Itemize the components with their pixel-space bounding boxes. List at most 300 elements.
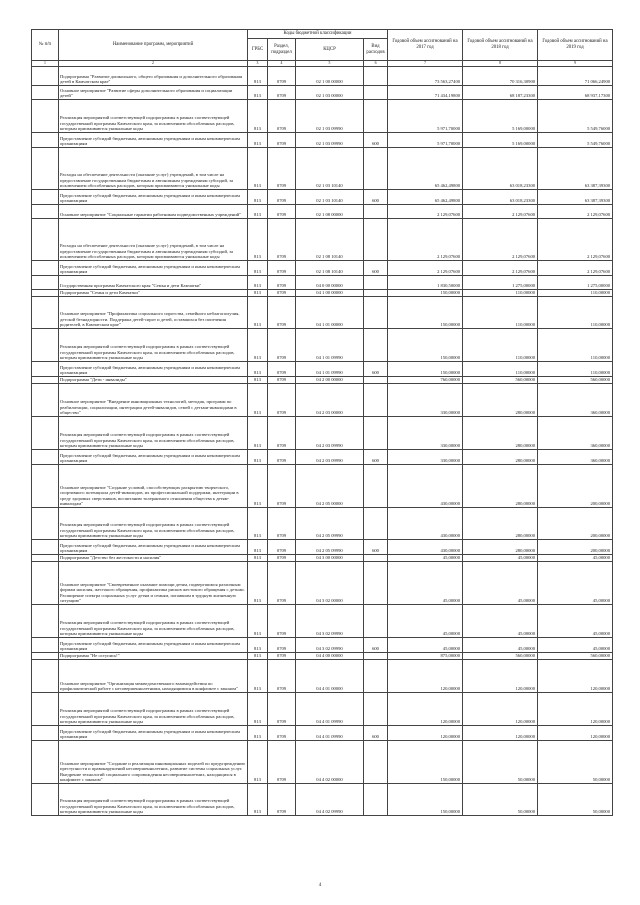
item-name-cell: Основное мероприятие "Развитие сферы дополнительного образования и социализации детей" <box>59 86 248 100</box>
header-2019: Годовой объем ассигнований на 2019 год <box>538 30 613 61</box>
item-name-cell: Государственная программа Камчатского края "Семья и дети Камчатки" <box>59 276 248 290</box>
row-number-cell <box>32 148 59 190</box>
amount-2018-cell: 70 316,30900 <box>463 67 538 86</box>
amount-2017-cell: 120,00000 <box>388 693 463 726</box>
item-name-cell: Предоставление субсидий бюджетным, автономным учреждениям и иным некоммерческим организациям <box>59 450 248 465</box>
budget-table <box>31 29 613 816</box>
grbs-cell: 813 <box>248 726 268 741</box>
csr-cell: 04 3 02 09990 <box>296 638 364 653</box>
amount-2019-cell: 120,00000 <box>538 693 613 726</box>
amount-2018-cell: 280,00000 <box>463 465 538 508</box>
row-number-cell <box>32 638 59 653</box>
grbs-cell: 813 <box>248 465 268 508</box>
grbs-cell: 813 <box>248 86 268 100</box>
item-name-cell: Реализация мероприятий соответствующей подпрограммы в рамках соответствующей государственной программы Камчатского края, за исключением обособленных расходов, которым присваиваются уникальные коды <box>59 605 248 638</box>
grbs-cell: 813 <box>248 540 268 555</box>
item-name-cell: Реализация мероприятий соответствующей подпрограммы в рамках соответствующей государственной программы Камчатского края, за исключением обособленных расходов, которым присваиваются уникальные коды <box>59 784 248 816</box>
amount-2018-cell: 5 169,00000 <box>463 100 538 133</box>
item-name-cell: Реализация мероприятий соответствующей подпрограммы в рамках соответствующей государственной программы Камчатского края, за исключением обособленных расходов, которым присваиваются уникальные коды <box>59 417 248 450</box>
column-number-cell: 6 <box>364 61 388 67</box>
grbs-cell: 813 <box>248 261 268 276</box>
amount-2018-cell: 280,00000 <box>463 450 538 465</box>
table-row <box>32 100 613 133</box>
section-cell: 0709 <box>268 261 296 276</box>
section-cell: 0709 <box>268 605 296 638</box>
column-number-cell: 2 <box>59 61 248 67</box>
amount-2019-cell: 45,00000 <box>538 555 613 562</box>
amount-2018-cell: 2 129,07600 <box>463 205 538 219</box>
row-number-cell <box>32 562 59 605</box>
column-number-cell: 9 <box>538 61 613 67</box>
row-number-cell <box>32 417 59 450</box>
row-number-cell <box>32 540 59 555</box>
vr-cell <box>364 67 388 86</box>
section-cell: 0709 <box>268 133 296 148</box>
column-number-cell: 5 <box>296 61 364 67</box>
table-row <box>32 261 613 276</box>
amount-2017-cell: 330,00000 <box>388 384 463 417</box>
csr-cell: 04 3 02 09990 <box>296 605 364 638</box>
table-row <box>32 276 613 290</box>
grbs-cell: 813 <box>248 450 268 465</box>
amount-2018-cell: 120,00000 <box>463 660 538 693</box>
vr-cell: 600 <box>364 726 388 741</box>
section-cell: 0709 <box>268 190 296 205</box>
grbs-cell: 813 <box>248 190 268 205</box>
amount-2018-cell: 45,00000 <box>463 562 538 605</box>
table-row <box>32 693 613 726</box>
vr-cell <box>364 290 388 297</box>
row-number-cell <box>32 508 59 540</box>
amount-2019-cell: 360,00000 <box>538 450 613 465</box>
table-row <box>32 190 613 205</box>
table-row <box>32 67 613 86</box>
amount-2019-cell: 110,00000 <box>538 290 613 297</box>
amount-2019-cell: 200,00000 <box>538 508 613 540</box>
amount-2017-cell: 150,00000 <box>388 784 463 816</box>
amount-2018-cell: 280,00000 <box>463 417 538 450</box>
amount-2017-cell: 330,00000 <box>388 450 463 465</box>
csr-cell: 04 3 00 00000 <box>296 555 364 562</box>
amount-2019-cell: 50,00000 <box>538 741 613 784</box>
table-row <box>32 660 613 693</box>
csr-cell: 04 4 01 09990 <box>296 726 364 741</box>
amount-2017-cell: 430,00000 <box>388 465 463 508</box>
amount-2019-cell: 200,00000 <box>538 465 613 508</box>
amount-2019-cell: 71 066,24900 <box>538 67 613 86</box>
amount-2018-cell: 110,00000 <box>463 297 538 329</box>
section-cell: 0709 <box>268 562 296 605</box>
item-name-cell: Подпрограмма "Не оступись!" <box>59 653 248 660</box>
table-row <box>32 726 613 741</box>
table-row <box>32 417 613 450</box>
csr-cell: 04 4 01 09990 <box>296 693 364 726</box>
section-cell: 0709 <box>268 205 296 219</box>
row-number-cell <box>32 660 59 693</box>
amount-2018-cell: 110,00000 <box>463 362 538 377</box>
table-row <box>32 784 613 816</box>
amount-2017-cell: 760,00000 <box>388 377 463 384</box>
grbs-cell: 813 <box>248 290 268 297</box>
amount-2019-cell: 45,00000 <box>538 638 613 653</box>
table-row <box>32 148 613 190</box>
row-number-cell <box>32 741 59 784</box>
column-number-cell: 3 <box>248 61 268 67</box>
section-cell: 0709 <box>268 86 296 100</box>
amount-2017-cell: 150,00000 <box>388 741 463 784</box>
grbs-cell: 813 <box>248 555 268 562</box>
amount-2017-cell: 5 971,70000 <box>388 100 463 133</box>
section-cell: 0709 <box>268 450 296 465</box>
row-number-cell <box>32 100 59 133</box>
section-cell: 0709 <box>268 653 296 660</box>
csr-cell: 04 3 02 00000 <box>296 562 364 605</box>
section-cell: 0709 <box>268 297 296 329</box>
header-2017: Годовой объем ассигнований на 2017 год <box>388 30 463 61</box>
amount-2017-cell: 330,00000 <box>388 417 463 450</box>
table-row <box>32 205 613 219</box>
grbs-cell: 813 <box>248 377 268 384</box>
csr-cell: 02 1 03 10140 <box>296 148 364 190</box>
grbs-cell: 813 <box>248 562 268 605</box>
amount-2018-cell: 110,00000 <box>463 290 538 297</box>
table-row <box>32 133 613 148</box>
amount-2019-cell: 360,00000 <box>538 417 613 450</box>
row-number-cell <box>32 261 59 276</box>
table-row <box>32 741 613 784</box>
item-name-cell: Предоставление субсидий бюджетным, автономным учреждениям и иным некоммерческим организациям <box>59 261 248 276</box>
grbs-cell: 813 <box>248 784 268 816</box>
item-name-cell: Подпрограмма "Развитие дошкольного, общего образования и дополнительного образования детей в Камчатском крае" <box>59 67 248 86</box>
csr-cell: 04 1 01 00000 <box>296 297 364 329</box>
amount-2017-cell: 120,00000 <box>388 660 463 693</box>
item-name-cell: Предоставление субсидий бюджетным, автономным учреждениям и иным некоммерческим организациям <box>59 190 248 205</box>
amount-2019-cell: 560,00000 <box>538 377 613 384</box>
vr-cell <box>364 205 388 219</box>
row-number-cell <box>32 605 59 638</box>
budget-table-sheet <box>31 29 612 816</box>
header-number: № п/п <box>32 30 59 61</box>
amount-2018-cell: 50,00000 <box>463 784 538 816</box>
grbs-cell: 813 <box>248 653 268 660</box>
amount-2019-cell: 45,00000 <box>538 562 613 605</box>
amount-2017-cell: 150,00000 <box>388 329 463 362</box>
section-cell: 0709 <box>268 784 296 816</box>
item-name-cell: Предоставление субсидий бюджетным, автономным учреждениям и иным некоммерческим организациям <box>59 638 248 653</box>
header-name: Наименование программ, мероприятий <box>59 30 248 61</box>
amount-2018-cell: 63 018,23300 <box>463 190 538 205</box>
csr-cell: 02 1 00 00000 <box>296 67 364 86</box>
amount-2019-cell: 2 129,07600 <box>538 261 613 276</box>
csr-cell: 04 2 03 09990 <box>296 450 364 465</box>
item-name-cell: Реализация мероприятий соответствующей подпрограммы в рамках соответствующей государственной программы Камчатского края, за исключением обособленных расходов, которым присваиваются уникальные коды <box>59 329 248 362</box>
vr-cell <box>364 377 388 384</box>
section-cell: 0709 <box>268 741 296 784</box>
row-number-cell <box>32 205 59 219</box>
amount-2017-cell: 875,00000 <box>388 653 463 660</box>
amount-2018-cell: 63 018,23300 <box>463 148 538 190</box>
section-cell: 0709 <box>268 148 296 190</box>
row-number-cell <box>32 329 59 362</box>
table-row <box>32 329 613 362</box>
item-name-cell: Расходы на обеспечение деятельности (оказание услуг) учреждений, в том числе на предоставление государственным бюджетным и автономным учреждениям субсидий, за исключением обособленных расходов, которым присваиваются уникальные коды <box>59 148 248 190</box>
table-row <box>32 465 613 508</box>
grbs-cell: 813 <box>248 362 268 377</box>
amount-2019-cell: 5 549,76000 <box>538 100 613 133</box>
amount-2019-cell: 560,00000 <box>538 653 613 660</box>
table-row <box>32 562 613 605</box>
amount-2018-cell: 1 275,00000 <box>463 276 538 290</box>
item-name-cell: Подпрограмма "Дети - инвалиды" <box>59 377 248 384</box>
grbs-cell: 813 <box>248 133 268 148</box>
amount-2017-cell: 73 563,27400 <box>388 67 463 86</box>
vr-cell <box>364 741 388 784</box>
row-number-cell <box>32 450 59 465</box>
item-name-cell: Основное мероприятие "Своевременное оказание помощи детям, подвергшимся различным формам насилия, жестокого обращения, профилактика рисков жестокого обращения с детьми. Расширение спектра социальных услуг детям и семьям, попавшим в трудную жизненную ситуацию" <box>59 562 248 605</box>
amount-2017-cell: 2 129,07600 <box>388 261 463 276</box>
amount-2017-cell: 150,00000 <box>388 362 463 377</box>
header-grbs: ГРБС <box>248 39 268 61</box>
amount-2018-cell: 2 129,07600 <box>463 261 538 276</box>
vr-cell <box>364 555 388 562</box>
grbs-cell: 813 <box>248 67 268 86</box>
item-name-cell: Расходы на обеспечение деятельности (оказание услуг) учреждений, в том числе на предоставление государственным бюджетным и автономным учреждениям субсидий, за исключением обособленных расходов, которым присваиваются уникальные коды <box>59 219 248 261</box>
item-name-cell: Основное мероприятие "Профилактика социального сиротства, семейного неблагополучия, детской безнадзорности. Поддержка детей-сирот и детей, оставшихся без попечения родителей, в Камчатском крае" <box>59 297 248 329</box>
csr-cell: 04 2 05 09990 <box>296 508 364 540</box>
item-name-cell: Основное мероприятие "Создание условий, способствующих раскрытию творческого, спортивного потенциала детей-инвалидов, их профессиональной поддержки, интеграции в среду здоровых сверстников, воспитанию толерантного отношения общества к детям-инвалидам" <box>59 465 248 508</box>
vr-cell <box>364 417 388 450</box>
item-name-cell: Реализация мероприятий соответствующей подпрограммы в рамках соответствующей государственной программы Камчатского края, за исключением обособленных расходов, которым присваиваются уникальные коды <box>59 100 248 133</box>
header-2018: Годовой объем ассигнований на 2018 год <box>463 30 538 61</box>
page-number: 4 <box>318 883 322 888</box>
amount-2017-cell: 2 129,07600 <box>388 219 463 261</box>
column-number-cell: 1 <box>32 61 59 67</box>
item-name-cell: Основное мероприятие "Внедрение инновационных технологий, методик, программ по реабилитации, социализации, интеграции детей-инвалидов, семей с детьми-инвалидами в общество" <box>59 384 248 417</box>
vr-cell <box>364 329 388 362</box>
item-name-cell: Предоставление субсидий бюджетным, автономным учреждениям и иным некоммерческим организациям <box>59 726 248 741</box>
grbs-cell: 813 <box>248 638 268 653</box>
header-vr: Вид расходов <box>364 39 388 61</box>
row-number-cell <box>32 465 59 508</box>
row-number-cell <box>32 297 59 329</box>
vr-cell <box>364 653 388 660</box>
section-cell: 0709 <box>268 100 296 133</box>
amount-2017-cell: 430,00000 <box>388 540 463 555</box>
csr-cell: 04 4 02 09990 <box>296 784 364 816</box>
item-name-cell: Предоставление субсидий бюджетным, автономным учреждениям и иным некоммерческим организациям <box>59 133 248 148</box>
grbs-cell: 813 <box>248 417 268 450</box>
vr-cell <box>364 384 388 417</box>
vr-cell <box>364 562 388 605</box>
amount-2019-cell: 110,00000 <box>538 329 613 362</box>
amount-2018-cell: 45,00000 <box>463 638 538 653</box>
vr-cell: 600 <box>364 261 388 276</box>
amount-2019-cell: 360,00000 <box>538 384 613 417</box>
csr-cell: 04 4 02 00000 <box>296 741 364 784</box>
amount-2018-cell: 68 187,23300 <box>463 86 538 100</box>
grbs-cell: 813 <box>248 276 268 290</box>
amount-2019-cell: 120,00000 <box>538 726 613 741</box>
section-cell: 0709 <box>268 67 296 86</box>
row-number-cell <box>32 219 59 261</box>
amount-2017-cell: 150,00000 <box>388 290 463 297</box>
section-cell: 0709 <box>268 384 296 417</box>
grbs-cell: 813 <box>248 148 268 190</box>
amount-2019-cell: 120,00000 <box>538 660 613 693</box>
amount-2019-cell: 63 387,39300 <box>538 190 613 205</box>
vr-cell <box>364 297 388 329</box>
vr-cell <box>364 693 388 726</box>
amount-2017-cell: 430,00000 <box>388 508 463 540</box>
amount-2018-cell: 280,00000 <box>463 384 538 417</box>
column-number-cell: 7 <box>388 61 463 67</box>
amount-2019-cell: 2 129,07600 <box>538 219 613 261</box>
section-cell: 0709 <box>268 660 296 693</box>
section-cell: 0709 <box>268 726 296 741</box>
grbs-cell: 813 <box>248 660 268 693</box>
item-name-cell: Предоставление субсидий бюджетным, автономным учреждениям и иным некоммерческим организациям <box>59 362 248 377</box>
row-number-cell <box>32 377 59 384</box>
header-section: Раздел, подраздел <box>268 39 296 61</box>
item-name-cell: Реализация мероприятий соответствующей подпрограммы в рамках соответствующей государственной программы Камчатского края, за исключением обособленных расходов, которым присваиваются уникальные коды <box>59 508 248 540</box>
csr-cell: 04 4 00 00000 <box>296 653 364 660</box>
vr-cell: 600 <box>364 638 388 653</box>
table-row <box>32 555 613 562</box>
amount-2017-cell: 45,00000 <box>388 555 463 562</box>
csr-cell: 02 1 03 00000 <box>296 86 364 100</box>
table-body <box>32 67 613 816</box>
csr-cell: 04 4 01 00000 <box>296 660 364 693</box>
amount-2018-cell: 120,00000 <box>463 693 538 726</box>
csr-cell: 04 1 00 00000 <box>296 290 364 297</box>
vr-cell <box>364 86 388 100</box>
row-number-cell <box>32 67 59 86</box>
table-row <box>32 638 613 653</box>
amount-2018-cell: 560,00000 <box>463 653 538 660</box>
amount-2018-cell: 110,00000 <box>463 329 538 362</box>
vr-cell: 600 <box>364 450 388 465</box>
row-number-cell <box>32 384 59 417</box>
section-cell: 0709 <box>268 508 296 540</box>
csr-cell: 02 1 08 10140 <box>296 261 364 276</box>
grbs-cell: 813 <box>248 219 268 261</box>
grbs-cell: 813 <box>248 741 268 784</box>
amount-2018-cell: 5 169,00000 <box>463 133 538 148</box>
csr-cell: 02 1 08 00000 <box>296 205 364 219</box>
csr-cell: 04 1 01 09990 <box>296 362 364 377</box>
grbs-cell: 813 <box>248 297 268 329</box>
vr-cell <box>364 784 388 816</box>
header-classification-group: Коды бюджетной классификации <box>248 30 388 39</box>
amount-2018-cell: 50,00000 <box>463 741 538 784</box>
grbs-cell: 813 <box>248 605 268 638</box>
table-row <box>32 384 613 417</box>
csr-cell: 04 2 00 00000 <box>296 377 364 384</box>
row-number-cell <box>32 190 59 205</box>
csr-cell: 04 0 00 00000 <box>296 276 364 290</box>
amount-2019-cell: 45,00000 <box>538 605 613 638</box>
item-name-cell: Предоставление субсидий бюджетным, автономным учреждениям и иным некоммерческим организациям <box>59 540 248 555</box>
table-row <box>32 605 613 638</box>
header-csr: КЦСР <box>296 39 364 61</box>
vr-cell <box>364 605 388 638</box>
table-row <box>32 219 613 261</box>
csr-cell: 02 1 08 10140 <box>296 219 364 261</box>
item-name-cell: Основное мероприятие "Социальные гарантии работникам подведомственных учреждений" <box>59 205 248 219</box>
vr-cell <box>364 660 388 693</box>
amount-2017-cell: 120,00000 <box>388 726 463 741</box>
amount-2019-cell: 110,00000 <box>538 297 613 329</box>
amount-2017-cell: 2 129,07600 <box>388 205 463 219</box>
amount-2017-cell: 150,00000 <box>388 297 463 329</box>
row-number-cell <box>32 693 59 726</box>
table-row <box>32 540 613 555</box>
csr-cell: 04 2 05 00000 <box>296 465 364 508</box>
vr-cell <box>364 219 388 261</box>
amount-2018-cell: 2 129,07600 <box>463 219 538 261</box>
vr-cell: 600 <box>364 362 388 377</box>
row-number-cell <box>32 726 59 741</box>
column-number-cell: 8 <box>463 61 538 67</box>
amount-2017-cell: 45,00000 <box>388 562 463 605</box>
table-row <box>32 508 613 540</box>
amount-2019-cell: 200,00000 <box>538 540 613 555</box>
table-row <box>32 377 613 384</box>
grbs-cell: 813 <box>248 100 268 133</box>
grbs-cell: 813 <box>248 384 268 417</box>
item-name-cell: Подпрограмма "Детство без жестокости и насилия" <box>59 555 248 562</box>
table-row <box>32 362 613 377</box>
vr-cell: 600 <box>364 133 388 148</box>
row-number-cell <box>32 362 59 377</box>
csr-cell: 04 2 05 09990 <box>296 540 364 555</box>
vr-cell: 600 <box>364 190 388 205</box>
item-name-cell: Основное мероприятие "Организация межведомственного взаимодействия по профилактической работе с несовершеннолетними, находящимися в конфликте с законом" <box>59 660 248 693</box>
vr-cell <box>364 465 388 508</box>
amount-2017-cell: 65 462,49800 <box>388 190 463 205</box>
row-number-cell <box>32 276 59 290</box>
row-number-cell <box>32 784 59 816</box>
item-name-cell: Основное мероприятие "Создание и реализация инновационных моделей по предупреждению преступности и правонарушений несовершеннолетних, развитие системы социальных услуг. Внедрение технологий социального сопровождения несовершеннолетних, находящихся в конфликте с законом" <box>59 741 248 784</box>
grbs-cell: 813 <box>248 329 268 362</box>
section-cell: 0709 <box>268 362 296 377</box>
table-row <box>32 653 613 660</box>
grbs-cell: 813 <box>248 205 268 219</box>
row-number-cell <box>32 555 59 562</box>
amount-2018-cell: 560,00000 <box>463 377 538 384</box>
csr-cell: 02 1 03 10140 <box>296 190 364 205</box>
table-row <box>32 450 613 465</box>
section-cell: 0709 <box>268 377 296 384</box>
csr-cell: 02 1 03 09990 <box>296 100 364 133</box>
row-number-cell <box>32 653 59 660</box>
column-number-cell: 4 <box>268 61 296 67</box>
section-cell: 0709 <box>268 290 296 297</box>
section-cell: 0709 <box>268 540 296 555</box>
vr-cell <box>364 100 388 133</box>
item-name-cell: Подпрограмма "Семья и дети Камчатки" <box>59 290 248 297</box>
section-cell: 0709 <box>268 417 296 450</box>
section-cell: 0709 <box>268 329 296 362</box>
amount-2018-cell: 120,00000 <box>463 726 538 741</box>
amount-2017-cell: 5 971,70000 <box>388 133 463 148</box>
table-row <box>32 290 613 297</box>
table-row <box>32 297 613 329</box>
vr-cell <box>364 276 388 290</box>
row-number-cell <box>32 86 59 100</box>
section-cell: 0709 <box>268 638 296 653</box>
section-cell: 0709 <box>268 555 296 562</box>
